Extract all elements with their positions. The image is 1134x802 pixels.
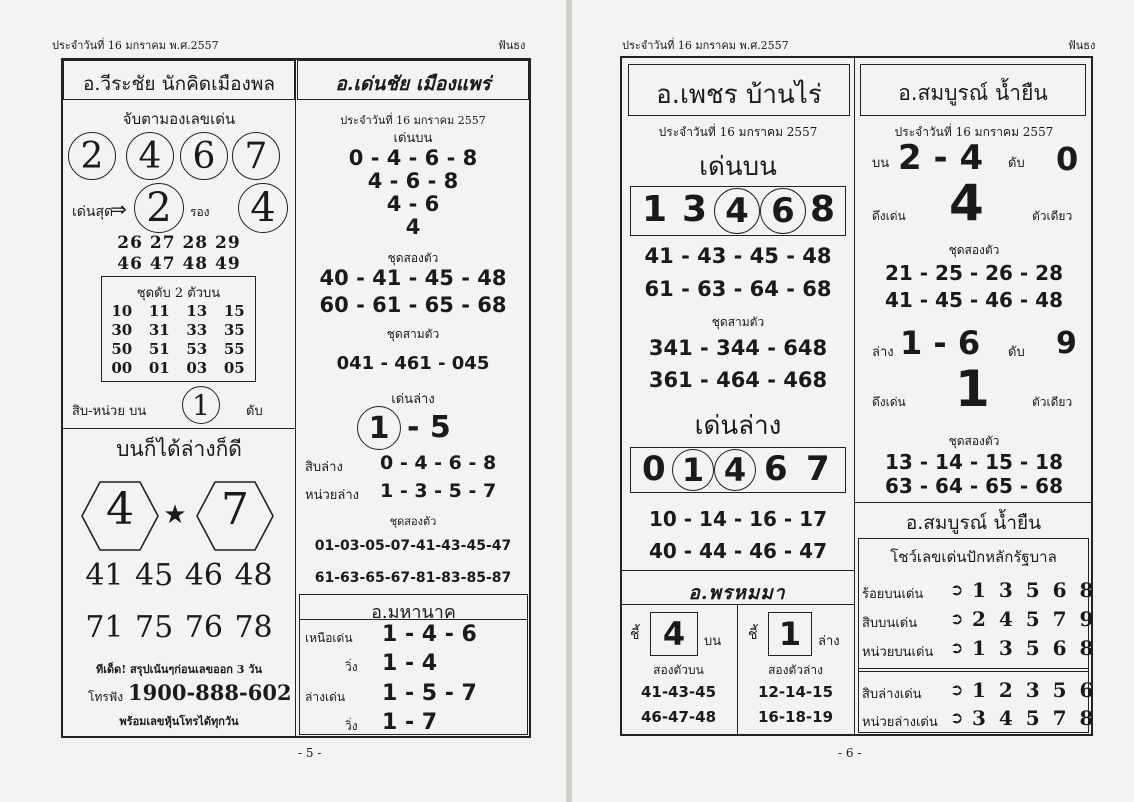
somboon2-row-1-label: ร้อยบนเด่น	[862, 587, 924, 602]
prommama-right-post: ล่าง	[818, 634, 840, 649]
somboon2-row-3-label: หน่วยบนเด่น	[862, 645, 934, 660]
prommama-top-rule	[620, 570, 854, 571]
hex-left-digit: 4	[106, 484, 134, 535]
denchai-two-row-1: 40 - 41 - 45 - 48	[319, 266, 507, 290]
mahanak-row-2-label: วิ่ง	[345, 660, 358, 674]
row-a: 41 45 46 48	[85, 558, 273, 593]
petch-low-digit-3: 4	[714, 449, 756, 491]
second-label: รอง	[190, 205, 210, 219]
set-grid-cell: 31	[148, 321, 170, 339]
petch-top-digit-2: 3	[682, 189, 708, 230]
petch-row-a-1: 41 - 43 - 45 - 48	[644, 244, 832, 268]
prommama-right-sub: สองตัวล่าง	[768, 663, 823, 677]
petch-low-digit-2: 1	[672, 449, 714, 491]
page6-column-divider	[854, 56, 855, 736]
pairs-row-2: 46 47 48 49	[117, 254, 241, 274]
featured-digit-2: 4	[126, 132, 174, 180]
pairs-row-1: 26 27 28 29	[117, 233, 241, 253]
denchai-top-row-4: 4	[405, 215, 421, 239]
page-number-5: - 5 -	[298, 746, 322, 760]
denchai-low-rest: - 5	[407, 410, 451, 445]
prommama-left-row-2: 46-47-48	[640, 708, 717, 726]
mahanak-row-4-value: 1 - 7	[382, 710, 438, 735]
denchai-low-label: เด่นล่าง	[391, 392, 435, 407]
set-grid-cell: 55	[223, 340, 245, 358]
somboon2-subtitle: โชว์เลขเด่นปักหลักรัฐบาล	[890, 548, 1057, 566]
section-divider	[63, 428, 295, 429]
set-grid-cell: 33	[186, 321, 208, 339]
prommama-left-num: 4	[650, 612, 698, 656]
set-grid-cell: 05	[223, 359, 245, 377]
set-title: ชุดดับ 2 ตัวบน	[136, 286, 221, 301]
set-grid	[103, 302, 253, 378]
either-title: บนก็ได้ล่างก็ดี	[116, 437, 242, 461]
somboon-feat2-val: 1	[955, 360, 990, 418]
somboon-set2-label: ชุดสองตัว	[948, 434, 1000, 448]
petch-three-label: ชุดสามตัว	[711, 315, 765, 329]
set-grid-cell: 13	[186, 302, 208, 320]
units-label: หน่วยล่าง	[305, 488, 359, 503]
page-6	[572, 0, 1134, 802]
petch-row-b-2: 361 - 464 - 468	[648, 368, 828, 392]
somboon-set-row-1: 21 - 25 - 26 - 28	[884, 261, 1063, 285]
somboon2-row-4-value: 1 2 3 5 6	[972, 678, 1097, 702]
set-grid-cell: 03	[186, 359, 208, 377]
somboon-low-dub-val: 9	[1056, 326, 1077, 361]
mahanak-row-1-value: 1 - 4 - 6	[382, 622, 477, 647]
somboon-low-label: ล่าง	[872, 345, 894, 360]
petch-row-c-2: 40 - 44 - 46 - 47	[648, 539, 827, 563]
denchai-top-row-1: 0 - 4 - 6 - 8	[348, 146, 478, 170]
petch-top-label: เด่นบน	[699, 152, 777, 182]
somboon-date: ประจำวันที่ 16 มกราคม 2557	[894, 125, 1054, 139]
somboon-feat-val: 4	[949, 174, 984, 232]
mahanak-row-3-label: ล่างเด่น	[305, 690, 346, 704]
set-grid-cell: 35	[223, 321, 245, 339]
somboon2-row-4-arrow-icon: ➲	[950, 680, 964, 699]
page-5	[0, 0, 566, 802]
denchai-two-row-2: 60 - 61 - 65 - 68	[319, 293, 507, 317]
page5-brand-header: ฟันธง	[498, 39, 526, 52]
set-grid-cell: 01	[148, 359, 170, 377]
promo-line-2: พร้อมเลขหุ้นโทรได้ทุกวัน	[119, 715, 239, 728]
somboon-top-label: บน	[872, 156, 890, 171]
featured-digit-3: 6	[180, 132, 228, 180]
petch-row-a-2: 61 - 63 - 64 - 68	[644, 277, 832, 301]
petch-row-c-1: 10 - 14 - 16 - 17	[648, 507, 827, 531]
denchai-set-row-2: 61-63-65-67-81-83-85-87	[314, 570, 512, 586]
somboon2-divider-2	[858, 671, 1089, 672]
denchai-title: อ.เด่นชัย เมืองแพร่	[335, 73, 491, 95]
somboon2-row-3-arrow-icon: ➲	[950, 638, 964, 657]
somboon2-row-2-label: สิบบนเด่น	[862, 616, 918, 631]
petch-low-label: เด่นล่าง	[694, 411, 782, 441]
somboon2-row-5-arrow-icon: ➲	[950, 708, 964, 727]
petch-title: อ.เพชร บ้านไร่	[656, 80, 822, 110]
units-value: 1 - 3 - 5 - 7	[380, 480, 497, 502]
somboon2-row-2-value: 2 4 5 7 9	[972, 607, 1097, 631]
unit-digit: 1	[182, 386, 220, 424]
petch-top-digit-5: 8	[810, 189, 836, 230]
phone-label: โทรฟัง	[88, 690, 124, 704]
page5-column-divider	[295, 58, 296, 738]
denchai-three-label: ชุดสามตัว	[386, 327, 440, 341]
denchai-set-label: ชุดสองตัว	[389, 515, 437, 528]
set-grid-cell: 15	[223, 302, 245, 320]
best-digit: 2	[134, 183, 184, 233]
somboon2-row-2-arrow-icon: ➲	[950, 609, 964, 628]
second-digit: 4	[238, 183, 288, 233]
somboon-top-dub: ดับ	[1008, 156, 1025, 171]
prommama-title: อ.พรหมมา	[688, 582, 786, 604]
set-grid-cell: 50	[111, 340, 133, 358]
somboon2-top-rule	[854, 502, 1093, 503]
somboon-set-row-2: 41 - 45 - 46 - 48	[884, 288, 1063, 312]
somboon-title: อ.สมบูรณ์ น้ำยืน	[898, 81, 1048, 105]
mahanak-row-2-value: 1 - 4	[382, 651, 438, 676]
petch-date: ประจำวันที่ 16 มกราคม 2557	[658, 125, 818, 139]
petch-top-digit-4: 6	[760, 188, 806, 234]
prommama-right-pre: ชี้	[748, 627, 758, 643]
somboon2-title: อ.สมบูรณ์ น้ำยืน	[905, 512, 1042, 534]
weerachai-title: อ.วีระชัย นักคิดเมืองพล	[82, 73, 275, 95]
page6-brand-header: ฟันธง	[1068, 39, 1096, 52]
set-grid-cell: 00	[111, 359, 133, 377]
petch-low-digit-4: 6	[764, 449, 788, 489]
somboon2-row-5-label: หน่วยล่างเด่น	[862, 715, 938, 730]
featured-digit-4: 7	[232, 132, 280, 180]
denchai-two-label: ชุดสองตัว	[387, 251, 439, 265]
somboon2-row-1-arrow-icon: ➲	[950, 580, 964, 599]
tens-label: สิบล่าง	[305, 460, 343, 475]
prommama-right-row-2: 16-18-19	[757, 708, 834, 726]
mahanak-row-3-value: 1 - 5 - 7	[382, 681, 477, 706]
somboon2-row-3-value: 1 3 5 6 8	[972, 636, 1097, 660]
best-label: เด่นสุด	[72, 204, 114, 220]
prommama-left-post: บน	[704, 634, 722, 649]
row-b: 71 75 76 78	[85, 610, 273, 645]
petch-top-digit-1: 1	[642, 189, 668, 230]
prommama-right-row-1: 12-14-15	[757, 683, 834, 701]
star-icon: ★	[163, 500, 187, 530]
somboon-low-val: 1 - 6	[900, 324, 981, 362]
denchai-date: ประจำวันที่ 16 มกราคม 2557	[340, 114, 486, 127]
unit-label: สิบ-หน่วย บน	[72, 404, 147, 419]
denchai-set-row-1: 01-03-05-07-41-43-45-47	[314, 538, 512, 554]
promo-line-1: ทีเด็ด! สรุปเน้นๆก่อนเลขออก 3 วัน	[96, 663, 262, 676]
phone-number: 1900-888-602	[128, 680, 292, 705]
petch-row-b-1: 341 - 344 - 648	[648, 336, 828, 360]
somboon-set2-row-1: 13 - 14 - 15 - 18	[884, 450, 1063, 474]
somboon2-row-1-value: 1 3 5 6 8	[972, 578, 1097, 602]
somboon-set-label: ชุดสองตัว	[948, 243, 1000, 257]
page6-date-header: ประจำวันที่ 16 มกราคม พ.ศ.2557	[622, 39, 789, 52]
featured-digit-1: 2	[68, 132, 116, 180]
weerachai-subtitle: จับตามองเลขเด่น	[122, 110, 236, 128]
petch-low-digit-5: 7	[806, 449, 830, 489]
set-grid-cell: 53	[186, 340, 208, 358]
somboon-set2-row-2: 63 - 64 - 65 - 68	[884, 474, 1063, 498]
denchai-three-row: 041 - 461 - 045	[336, 353, 490, 374]
denchai-top-row-2: 4 - 6 - 8	[367, 169, 459, 193]
mahanak-title: อ.มหานาค	[371, 602, 456, 623]
somboon-feat-suffix: ตัวเดียว	[1032, 209, 1073, 223]
mahanak-row-1-label: เหนือเด่น	[305, 631, 353, 645]
denchai-top-label: เด่นบน	[393, 131, 433, 146]
prommama-left-pre: ชี้	[630, 627, 640, 643]
prommama-left-row-1: 41-43-45	[640, 683, 717, 701]
set-grid-cell: 11	[148, 302, 170, 320]
somboon2-divider-1	[858, 668, 1089, 669]
right-arrow-icon: ⇒	[110, 197, 127, 221]
hex-right-digit: 7	[221, 484, 249, 535]
somboon-top-val: 2 - 4	[898, 138, 984, 178]
set-grid-cell: 51	[148, 340, 170, 358]
denchai-top-row-3: 4 - 6	[386, 192, 440, 216]
mahanak-row-4-label: วิ่ง	[345, 719, 358, 733]
prommama-left-sub: สองตัวบน	[653, 663, 704, 677]
petch-top-digit-3: 4	[714, 188, 760, 234]
somboon-low-dub: ดับ	[1008, 345, 1025, 360]
set-grid-cell: 30	[111, 321, 133, 339]
unit-suffix: ดับ	[246, 404, 263, 419]
prommama-right-num: 1	[768, 612, 812, 656]
tens-value: 0 - 4 - 6 - 8	[380, 452, 497, 474]
page-number-6: - 6 -	[838, 746, 862, 760]
denchai-low-circled: 1	[357, 406, 401, 450]
set-grid-cell: 10	[111, 302, 133, 320]
page5-date-header: ประจำวันที่ 16 มกราคม พ.ศ.2557	[52, 39, 219, 52]
somboon-feat2-label: ดึงเด่น	[872, 395, 906, 409]
somboon2-row-4-label: สิบล่างเด่น	[862, 687, 922, 702]
petch-low-digit-1: 0	[642, 449, 666, 489]
somboon-feat-label: ดึงเด่น	[872, 209, 906, 223]
somboon-top-dub-val: 0	[1056, 140, 1079, 178]
somboon2-row-5-value: 3 4 5 7 8	[972, 706, 1097, 730]
somboon-feat2-suffix: ตัวเดียว	[1032, 395, 1073, 409]
